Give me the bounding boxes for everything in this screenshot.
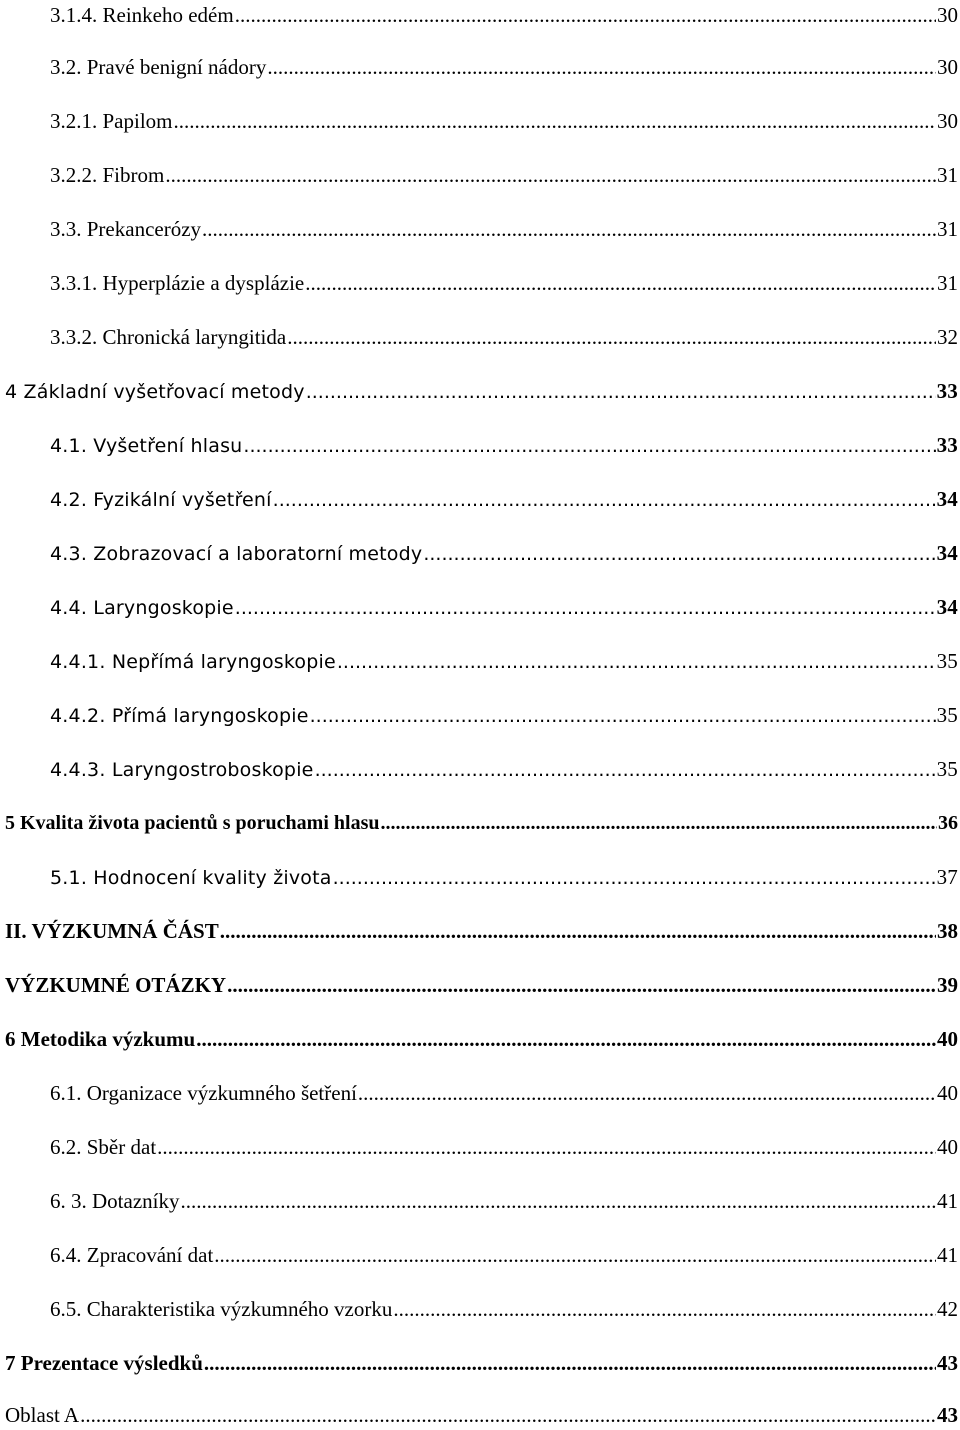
toc-entry-title: 4.4.3. Laryngostroboskopie <box>50 759 314 781</box>
toc-leader-dots <box>180 1186 936 1216</box>
toc-entry-title: 4.1. Vyšetření hlasu <box>50 435 243 457</box>
toc-entry[interactable] <box>5 808 958 838</box>
toc-entry-page: 40 <box>937 1081 958 1105</box>
toc-entry-title: 3.3.2. Chronická laryngitida <box>50 325 287 349</box>
toc-entry-title: 3.3.1. Hyperplázie a dysplázie <box>50 271 305 295</box>
toc-leader-dots <box>306 377 936 407</box>
toc-entry[interactable] <box>50 0 958 30</box>
toc-entry-title: 4.4.2. Přímá laryngoskopie <box>50 705 309 727</box>
toc-entry-page: 30 <box>937 3 958 27</box>
toc-entry[interactable] <box>50 1294 958 1324</box>
toc-entry[interactable] <box>50 484 958 514</box>
toc-entry-title: 6.4. Zpracování dat <box>50 1243 214 1267</box>
toc-leader-dots <box>305 268 936 298</box>
toc-leader-dots <box>273 485 936 515</box>
toc-entry[interactable] <box>5 970 958 1000</box>
toc-leader-dots <box>380 808 937 838</box>
toc-leader-dots <box>267 52 936 82</box>
toc-entry-title: II. VÝZKUMNÁ ČÁST <box>5 919 219 943</box>
toc-entry-title: 3.3. Prekancerózy <box>50 217 202 241</box>
toc-leader-dots <box>287 322 936 352</box>
toc-entry-page: 40 <box>937 1135 958 1159</box>
toc-entry[interactable] <box>50 52 958 82</box>
toc-entry-title: 6. 3. Dotazníky <box>50 1189 180 1213</box>
toc-entry[interactable] <box>50 538 958 568</box>
toc-entry-page: 40 <box>937 1027 958 1051</box>
toc-entry[interactable] <box>5 1348 958 1378</box>
toc-entry-title: 4.4.1. Nepřímá laryngoskopie <box>50 651 336 673</box>
toc-leader-dots <box>235 0 936 30</box>
toc-leader-dots <box>243 431 935 461</box>
toc-entry[interactable] <box>50 430 958 460</box>
toc-entry-page: 31 <box>937 271 958 295</box>
toc-entry-title: 4.4. Laryngoskopie <box>50 597 234 619</box>
toc-leader-dots <box>358 1078 936 1108</box>
toc-leader-dots <box>80 1400 936 1430</box>
toc-leader-dots <box>333 863 936 893</box>
toc-entry[interactable] <box>50 592 958 622</box>
toc-entry-page: 33 <box>936 379 958 403</box>
toc-entry-page: 41 <box>937 1189 958 1213</box>
toc-entry-title: 6.5. Charakteristika výzkumného vzorku <box>50 1297 393 1321</box>
toc-entry-title: 5.1. Hodnocení kvality života <box>50 867 332 889</box>
toc-leader-dots <box>423 539 935 569</box>
toc-entry-title: 3.1.4. Reinkeho edém <box>50 3 234 27</box>
toc-entry-page: 30 <box>937 55 958 79</box>
toc-leader-dots <box>157 1132 936 1162</box>
toc-entry-page: 35 <box>936 757 958 781</box>
toc-entry-page: 34 <box>936 487 958 511</box>
toc-leader-dots <box>310 701 936 731</box>
toc-leader-dots <box>337 647 936 677</box>
toc-entry-page: 34 <box>936 595 958 619</box>
toc-entry-page: 35 <box>936 703 958 727</box>
toc-entry[interactable] <box>50 160 958 190</box>
toc-entry[interactable] <box>50 862 958 892</box>
toc-entry-page: 41 <box>937 1243 958 1267</box>
toc-entry[interactable] <box>50 214 958 244</box>
toc-entry[interactable] <box>5 916 958 946</box>
toc-leader-dots <box>393 1294 936 1324</box>
toc-entry[interactable] <box>5 376 958 406</box>
toc-entry[interactable] <box>50 1186 958 1216</box>
toc-entry[interactable] <box>50 322 958 352</box>
toc-entry[interactable] <box>50 700 958 730</box>
toc-entry-page: 35 <box>936 649 958 673</box>
toc-entry-page: 42 <box>937 1297 958 1321</box>
toc-entry-page: 31 <box>937 163 958 187</box>
toc-entry-title: 3.2. Pravé benigní nádory <box>50 55 267 79</box>
toc-entry-title: 4.3. Zobrazovací a laboratorní metody <box>50 543 423 565</box>
toc-leader-dots <box>235 593 936 623</box>
toc-entry-title: 3.2.1. Papilom <box>50 109 173 133</box>
toc-leader-dots <box>220 916 936 946</box>
toc-entry[interactable] <box>5 1400 958 1430</box>
toc-leader-dots <box>202 214 936 244</box>
toc-entry-title: 4.2. Fyzikální vyšetření <box>50 489 272 511</box>
toc-entry[interactable] <box>50 646 958 676</box>
toc-leader-dots <box>204 1348 936 1378</box>
toc-entry-page: 30 <box>937 109 958 133</box>
toc-entry-page: 43 <box>937 1403 958 1427</box>
toc-entry-title: 5 Kvalita života pacientů s poruchami hlasu <box>5 812 380 834</box>
toc-entry[interactable] <box>50 268 958 298</box>
toc-entry[interactable] <box>5 1024 958 1054</box>
toc-leader-dots <box>227 970 936 1000</box>
toc-entry-page: 31 <box>937 217 958 241</box>
toc-leader-dots <box>165 160 936 190</box>
toc-entry-title: 3.2.2. Fibrom <box>50 163 165 187</box>
toc-entry-page: 33 <box>936 433 958 457</box>
toc-entry-page: 39 <box>937 973 958 997</box>
toc-entry[interactable] <box>50 1132 958 1162</box>
toc-leader-dots <box>214 1240 936 1270</box>
toc-entry-page: 38 <box>937 919 958 943</box>
toc-entry[interactable] <box>50 1078 958 1108</box>
toc-entry-title: Oblast A <box>5 1403 80 1427</box>
toc-leader-dots <box>315 755 936 785</box>
toc-entry-title: 6 Metodika výzkumu <box>5 1027 196 1051</box>
toc-entry-page: 34 <box>936 541 958 565</box>
toc-entry-title: 6.1. Organizace výzkumného šetření <box>50 1081 357 1105</box>
toc-entry-title: 4 Základní vyšetřovací metody <box>5 381 305 403</box>
toc-entry-page: 32 <box>937 325 958 349</box>
toc-entry-title: VÝZKUMNÉ OTÁZKY <box>5 973 227 997</box>
toc-entry-page: 36 <box>938 812 958 834</box>
toc-entry-page: 37 <box>936 865 958 889</box>
toc-entry-title: 6.2. Sběr dat <box>50 1135 157 1159</box>
toc-entry[interactable] <box>50 754 958 784</box>
toc-entry[interactable] <box>50 106 958 136</box>
toc-entry-title: 7 Prezentace výsledků <box>5 1351 203 1375</box>
toc-entry-page: 43 <box>937 1351 958 1375</box>
toc-leader-dots <box>174 106 936 136</box>
toc-leader-dots <box>196 1024 936 1054</box>
toc-entry[interactable] <box>50 1240 958 1270</box>
